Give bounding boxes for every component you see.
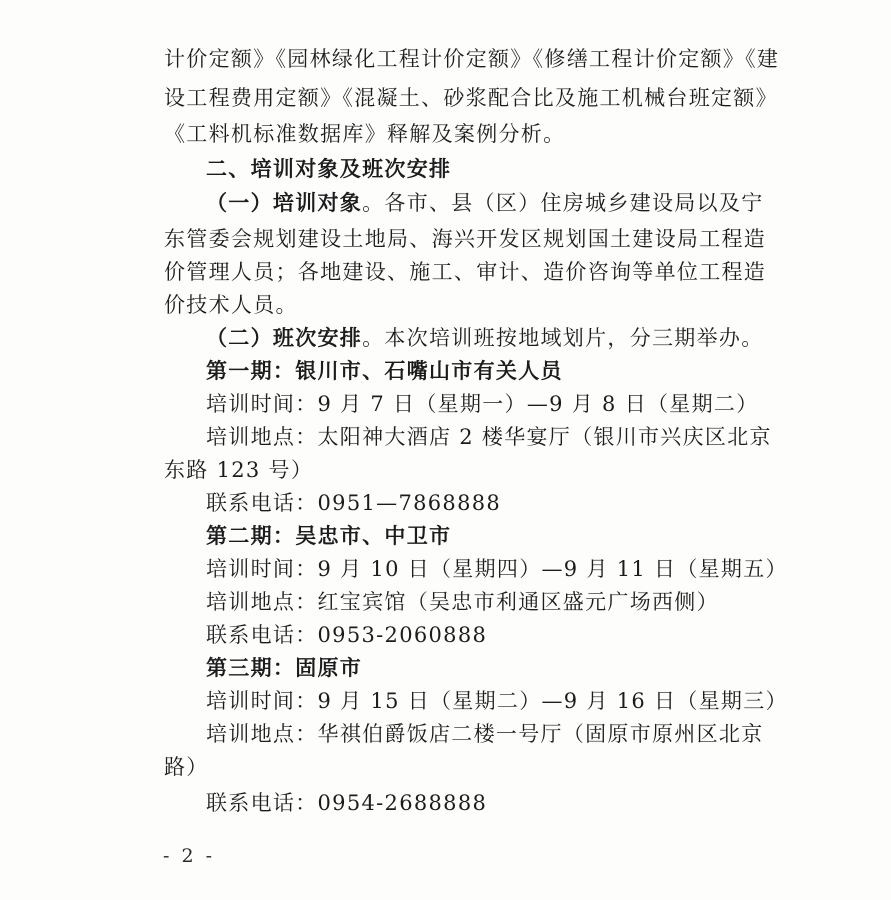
session-title: 第一期：银川市、石嘴山市有关人员 [206,359,563,383]
page-number: - 2 - [163,845,216,867]
session-place-cont: 东路 123 号） [164,458,314,482]
session-phone: 联系电话：0954-2688888 [206,791,488,815]
paragraph-line: 东管委会规划建设土地局、海兴开发区规划国土建设局工程造 [164,227,767,251]
paragraph-line: 计价定额》《园林绿化工程计价定额》《修缮工程计价定额》《建 [164,47,780,71]
subsection-text: 。本次培训班按地域划片，分三期举办。 [362,326,764,350]
session-place: 培训地点：太阳神大酒店 2 楼华宴厅（银川市兴庆区北京 [206,425,772,449]
session-phone: 联系电话：0951—7868888 [206,491,502,515]
subsection-line [206,326,764,350]
paragraph-line: 价技术人员。 [164,293,298,317]
session-time: 培训时间：9 月 7 日（星期一）—9 月 8 日（星期二） [206,392,759,416]
session-phone: 联系电话：0953-2060888 [206,623,488,647]
subsection-line [206,191,764,215]
session-place: 培训地点：华祺伯爵饭店二楼一号厅（固原市原州区北京 [206,722,764,746]
paragraph-line: 《工料机标准数据库》释解及案例分析。 [164,122,566,146]
session-time: 培训时间：9 月 10 日（星期四）—9 月 11 日（星期五） [206,557,788,581]
session-time: 培训时间：9 月 15 日（星期二）—9 月 16 日（星期三） [206,689,788,713]
subsection-label: （二）班次安排 [206,326,363,350]
paragraph-line: 价管理人员；各地建设、施工、审计、造价咨询等单位工程造 [164,260,767,284]
subsection-label: （一）培训对象 [206,191,363,215]
session-place-cont: 路） [164,755,209,779]
session-title: 第二期：吴忠市、中卫市 [206,524,452,548]
paragraph-line: 设工程费用定额》《混凝土、砂浆配合比及施工机械台班定额》 [164,86,778,110]
session-title: 第三期：固原市 [206,656,363,680]
subsection-text: 。各市、县（区）住房城乡建设局以及宁 [362,191,764,215]
session-place: 培训地点：红宝宾馆（吴忠市利通区盛元广场西侧） [206,590,719,614]
section-heading: 二、培训对象及班次安排 [206,157,452,181]
